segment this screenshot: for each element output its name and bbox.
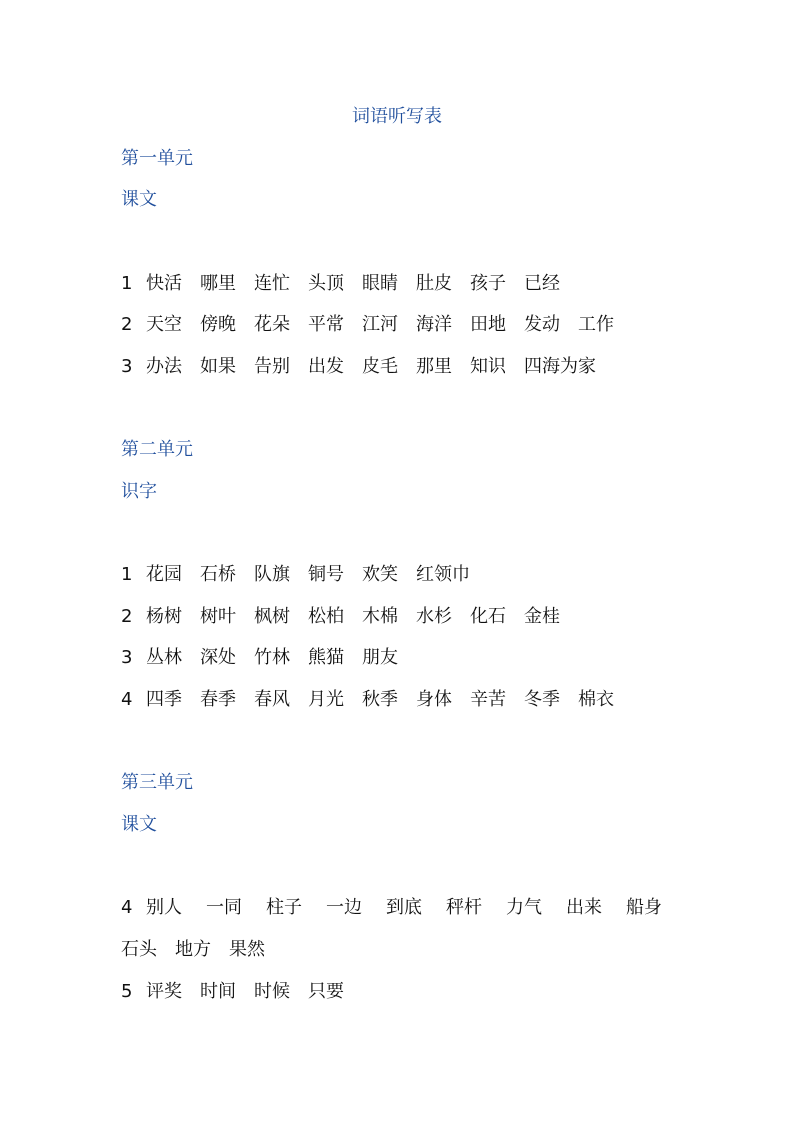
unit-2-row-2: [121, 604, 560, 630]
word: 如果: [200, 356, 236, 377]
word: 铜号: [308, 564, 344, 585]
word: 天空: [146, 314, 182, 335]
word: 秋季: [362, 689, 398, 710]
word: 石桥: [200, 564, 236, 585]
word: 平常: [308, 314, 344, 335]
word: 头顶: [308, 273, 344, 294]
unit-2-row-3: [121, 645, 398, 671]
unit-1-section-heading: 课文: [121, 189, 157, 210]
word: 眼睛: [362, 273, 398, 294]
row-number: 2: [121, 314, 133, 335]
word: 哪里: [200, 273, 236, 294]
word: 到底: [386, 897, 422, 918]
word: 发动: [524, 314, 560, 335]
word: 田地: [470, 314, 506, 335]
word: 出来: [566, 897, 602, 918]
unit-3-section-heading: 课文: [121, 814, 157, 835]
word: 一同: [206, 897, 242, 918]
row-number: 1: [121, 273, 133, 294]
word: 四季: [146, 689, 182, 710]
row-number: 4: [121, 689, 133, 710]
word: 棉衣: [578, 689, 614, 710]
row-number: 5: [121, 981, 133, 1002]
word: 连忙: [254, 273, 290, 294]
word: 金桂: [524, 606, 560, 627]
word: 队旗: [254, 564, 290, 585]
word: 杨树: [146, 606, 182, 627]
page-title: 词语听写表: [352, 106, 442, 127]
word: 孩子: [470, 273, 506, 294]
word: 办法: [146, 356, 182, 377]
word: 工作: [578, 314, 614, 335]
unit-2-section-heading: 识字: [121, 481, 157, 502]
word: 树叶: [200, 606, 236, 627]
unit-2-row-4: [121, 687, 614, 713]
word: 别人: [146, 897, 182, 918]
word: 四海为家: [524, 356, 596, 377]
unit-3-row-2: [121, 979, 344, 1005]
row-number: 3: [121, 356, 133, 377]
word: 一边: [326, 897, 362, 918]
unit-1-row-3: [121, 354, 596, 380]
word: 力气: [506, 897, 542, 918]
word: 石头: [121, 939, 157, 960]
unit-1-row-2: [121, 312, 614, 338]
word: 秤杆: [446, 897, 482, 918]
word: 春季: [200, 689, 236, 710]
word: 枫树: [254, 606, 290, 627]
word: 冬季: [524, 689, 560, 710]
word: 熊猫: [308, 647, 344, 668]
unit-1-row-1: [121, 271, 560, 297]
word: 船身: [626, 897, 662, 918]
unit-3-row-1: [121, 895, 662, 921]
unit-2-heading: 第二单元: [121, 439, 193, 460]
unit-2-row-1: [121, 562, 470, 588]
word: 欢笑: [362, 564, 398, 585]
word: 水杉: [416, 606, 452, 627]
word: 松柏: [308, 606, 344, 627]
row-number: 3: [121, 647, 133, 668]
word: 春风: [254, 689, 290, 710]
word: 化石: [470, 606, 506, 627]
word: 快活: [146, 273, 182, 294]
word: 时候: [254, 981, 290, 1002]
unit-3-heading: 第三单元: [121, 772, 193, 793]
word: 皮毛: [362, 356, 398, 377]
word: 果然: [229, 939, 265, 960]
word: 已经: [524, 273, 560, 294]
word: 出发: [308, 356, 344, 377]
word: 只要: [308, 981, 344, 1002]
word: 柱子: [266, 897, 302, 918]
word: 竹林: [254, 647, 290, 668]
word: 告别: [254, 356, 290, 377]
row-number: 4: [121, 897, 133, 918]
word: 木棉: [362, 606, 398, 627]
word: 红领巾: [416, 564, 470, 585]
word: 江河: [362, 314, 398, 335]
word: 丛林: [146, 647, 182, 668]
word: 朋友: [362, 647, 398, 668]
word: 深处: [200, 647, 236, 668]
word: 花园: [146, 564, 182, 585]
word: 肚皮: [416, 273, 452, 294]
word: 那里: [416, 356, 452, 377]
word: 身体: [416, 689, 452, 710]
word: 知识: [470, 356, 506, 377]
word: 海洋: [416, 314, 452, 335]
unit-1-heading: 第一单元: [121, 148, 193, 169]
word: 傍晚: [200, 314, 236, 335]
word: 评奖: [146, 981, 182, 1002]
word: 月光: [308, 689, 344, 710]
unit-3-row-1-continued: [121, 937, 265, 963]
row-number: 1: [121, 564, 133, 585]
word: 花朵: [254, 314, 290, 335]
word: 地方: [175, 939, 211, 960]
word: 辛苦: [470, 689, 506, 710]
word: 时间: [200, 981, 236, 1002]
row-number: 2: [121, 606, 133, 627]
